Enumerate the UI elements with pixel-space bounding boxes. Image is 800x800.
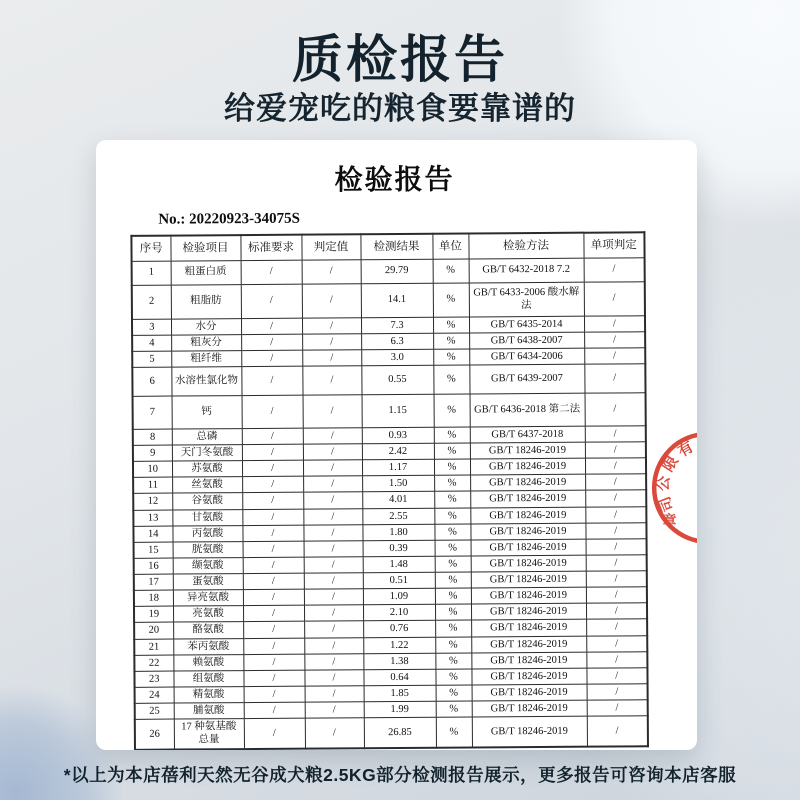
table-cell: 粗脂肪 (171, 284, 241, 318)
table-cell: % (434, 507, 470, 523)
company-seal-stamp (648, 427, 697, 548)
table-cell: GB/T 18246-2019 (471, 587, 586, 604)
table-cell: GB/T 6438-2007 (469, 332, 584, 349)
table-cell: / (304, 637, 363, 654)
table-cell: 3 (132, 319, 171, 335)
table-cell: 钙 (172, 395, 242, 428)
table-cell: / (304, 589, 363, 606)
table-cell: 2.10 (363, 604, 435, 621)
table-cell: / (303, 444, 362, 461)
table-cell: / (585, 474, 646, 491)
table-cell: % (434, 475, 470, 491)
report-number-label: No.: (158, 211, 186, 228)
table-cell: / (305, 718, 364, 748)
table-cell: 苯丙氨酸 (173, 638, 243, 655)
table-cell: 2.55 (362, 508, 434, 525)
table-cell: / (242, 509, 303, 526)
table-cell: 7 (133, 396, 172, 429)
table-cell: GB/T 18246-2019 (470, 474, 585, 491)
stamp-arc-char: 限 (660, 453, 682, 475)
table-cell: / (242, 460, 303, 477)
table-cell: 11 (133, 477, 172, 493)
table-cell: 15 (134, 542, 173, 558)
table-cell: % (435, 572, 471, 588)
page-title: 质检报告 (291, 31, 508, 88)
table-cell: / (584, 257, 645, 281)
table-cell: 1.22 (363, 637, 435, 654)
table-cell: / (584, 364, 645, 393)
stamp-circle (654, 433, 697, 542)
table-cell: / (302, 317, 361, 334)
table-cell: 丙氨酸 (172, 525, 242, 542)
table-cell: 23 (134, 671, 173, 687)
table-cell: / (243, 622, 304, 639)
table-cell: / (305, 686, 364, 703)
table-cell: 0.64 (363, 669, 435, 686)
table-cell: / (302, 366, 361, 395)
table-cell: / (303, 428, 362, 445)
table-cell: % (436, 701, 472, 717)
table-cell: 12 (133, 493, 172, 509)
table-cell: % (434, 491, 470, 507)
table-cell: / (303, 492, 362, 509)
table-cell: / (584, 281, 645, 315)
table-cell: / (304, 653, 363, 670)
table-cell: / (241, 366, 302, 395)
table-cell: / (585, 522, 646, 539)
table-cell: 2.42 (362, 443, 434, 460)
table-cell: % (433, 258, 469, 282)
report-table (130, 231, 649, 750)
table-cell: / (303, 508, 362, 525)
table-cell: GB/T 18246-2019 (472, 716, 587, 747)
table-cell: 谷氨酸 (172, 493, 242, 510)
table-cell: / (302, 259, 361, 283)
table-cell: 苏氨酸 (172, 461, 242, 478)
table-cell: / (585, 490, 646, 507)
table-cell: % (435, 636, 471, 652)
table-cell: / (304, 605, 363, 622)
page-subtitle: 给爱宠吃的粮食要靠谱的 (224, 91, 576, 126)
table-cell: / (304, 573, 363, 590)
stamp-arc-char: 司 (657, 493, 678, 514)
table-cell: 0.76 (363, 621, 435, 638)
table-cell: % (433, 282, 469, 316)
table-cell: % (433, 316, 469, 332)
table-cell: / (585, 458, 646, 475)
table-cell: % (435, 669, 471, 685)
table-cell: 6 (132, 367, 171, 396)
table-cell: % (435, 556, 471, 572)
table-cell: % (434, 443, 470, 459)
table-cell: 0.55 (361, 365, 433, 395)
table-cell: 26 (135, 719, 174, 749)
table-cell: / (304, 621, 363, 638)
column-header: 序号 (131, 236, 170, 261)
table-cell: / (586, 539, 647, 556)
table-cell: 18 (134, 590, 173, 606)
table-cell: / (241, 260, 302, 284)
table-cell: 21 (134, 639, 173, 655)
table-cell: 6.3 (361, 333, 433, 350)
table-cell: / (304, 540, 363, 557)
table-cell: / (243, 589, 304, 606)
table-cell: GB/T 18246-2019 (471, 636, 586, 653)
table-cell: / (587, 700, 648, 717)
table-cell: 1.85 (364, 685, 436, 702)
table-cell: / (242, 476, 303, 493)
table-cell: 14.1 (361, 283, 433, 318)
table-cell: % (434, 427, 470, 443)
table-cell: 17 种氨基酸总量 (174, 719, 244, 749)
table-cell: % (435, 540, 471, 556)
stamp-arc-char: 公 (655, 475, 674, 492)
table-cell: 1.38 (363, 653, 435, 670)
table-cell: 0.39 (363, 540, 435, 557)
table-cell: 1.09 (363, 588, 435, 605)
table-row (132, 281, 645, 319)
table-cell: % (434, 459, 470, 475)
table-cell: / (303, 395, 362, 428)
table-cell: 水分 (171, 318, 241, 335)
table-cell: / (585, 506, 646, 523)
table-cell: 4 (132, 335, 171, 351)
column-header: 单项判定 (583, 232, 644, 257)
table-cell: % (434, 524, 470, 540)
table-cell: 19 (134, 606, 173, 622)
table-cell: 1.50 (362, 475, 434, 492)
table-cell: 20 (134, 622, 173, 638)
footnote: *以上为本店蓓利天然无谷成犬粮2.5KG部分检测报告展示，更多报告可咨询本店客服 (63, 765, 737, 785)
table-cell: GB/T 6435-2014 (469, 316, 584, 333)
table-cell: / (243, 670, 304, 687)
table-cell: / (243, 605, 304, 622)
table-row (132, 364, 645, 397)
table-cell: / (242, 428, 303, 445)
table-cell: 组氨酸 (173, 670, 243, 687)
column-header: 检测结果 (360, 234, 432, 260)
table-cell: % (435, 653, 471, 669)
table-cell: 8 (133, 429, 172, 445)
column-header: 检验方法 (468, 233, 583, 259)
column-header: 标准要求 (240, 235, 301, 260)
table-cell: GB/T 18246-2019 (470, 523, 585, 540)
table-cell: 26.85 (364, 717, 436, 748)
table-cell: / (587, 716, 648, 746)
table-cell: % (433, 333, 469, 349)
table-cell: / (586, 635, 647, 652)
table-cell: / (244, 686, 305, 703)
column-header: 单位 (432, 233, 468, 258)
table-cell: / (586, 651, 647, 668)
table-cell: 粗灰分 (171, 334, 241, 351)
table-cell: 1.15 (362, 394, 434, 428)
table-cell: % (436, 717, 472, 747)
table-cell: % (433, 365, 469, 394)
report-table-head (131, 232, 644, 261)
table-cell: % (433, 349, 469, 365)
table-cell: 总磷 (172, 428, 242, 445)
table-cell: 17 (134, 574, 173, 590)
table-cell: 甘氨酸 (172, 509, 242, 526)
table-cell: GB/T 6436-2018 第二法 (470, 393, 585, 427)
table-cell: 1 (132, 261, 171, 285)
table-row (132, 257, 645, 285)
table-cell: 粗蛋白质 (171, 260, 241, 284)
table-cell: / (243, 557, 304, 574)
table-cell: / (304, 557, 363, 574)
table-cell: % (434, 394, 470, 427)
table-cell: / (243, 573, 304, 590)
report-number-value: 20220923-34075S (189, 210, 301, 228)
table-cell: / (242, 444, 303, 461)
table-cell: 14 (133, 526, 172, 542)
table-cell: / (305, 702, 364, 719)
table-cell: % (435, 604, 471, 620)
table-cell: 5 (132, 351, 171, 367)
table-cell: / (584, 348, 645, 365)
table-cell: 1.17 (362, 459, 434, 476)
table-cell: 10 (133, 461, 172, 477)
table-cell: GB/T 18246-2019 (471, 571, 586, 588)
report-paper-content (96, 156, 697, 750)
table-cell: 酪氨酸 (173, 622, 243, 639)
report-number (158, 208, 695, 229)
table-cell: 粗纤维 (171, 350, 241, 367)
table-cell: / (304, 669, 363, 686)
column-header: 检验项目 (170, 235, 240, 260)
table-cell: 13 (133, 510, 172, 526)
table-cell: GB/T 18246-2019 (471, 603, 586, 620)
table-cell: 蛋氨酸 (173, 574, 243, 591)
table-cell: / (302, 283, 361, 317)
table-cell: 丝氨酸 (172, 477, 242, 494)
table-cell: / (242, 493, 303, 510)
header-row (131, 232, 644, 261)
table-cell: 天门冬氨酸 (172, 445, 242, 462)
table-cell: % (436, 685, 472, 701)
table-cell: 水溶性氯化物 (171, 366, 241, 395)
table-cell: 29.79 (361, 259, 433, 284)
table-cell: / (243, 638, 304, 655)
table-cell: GB/T 18246-2019 (471, 652, 586, 669)
table-cell: GB/T 6439-2007 (469, 364, 584, 394)
table-cell: / (243, 541, 304, 558)
table-cell: GB/T 18246-2019 (470, 491, 585, 508)
table-cell: 7.3 (361, 317, 433, 334)
table-cell: GB/T 18246-2019 (471, 539, 586, 556)
table-cell: 22 (134, 655, 173, 671)
table-cell: 2 (132, 285, 171, 319)
table-cell: 4.01 (362, 492, 434, 509)
table-cell: / (586, 571, 647, 588)
table-cell: / (241, 284, 302, 318)
table-cell: / (586, 603, 647, 620)
column-header: 判定值 (301, 234, 360, 259)
table-cell: / (587, 684, 648, 701)
table-cell: / (303, 476, 362, 493)
table-cell: 脯氨酸 (174, 703, 244, 720)
table-cell: / (244, 702, 305, 719)
table-cell: / (584, 331, 645, 348)
table-cell: / (242, 525, 303, 542)
table-cell: 1.99 (364, 701, 436, 718)
table-cell: 异亮氨酸 (173, 590, 243, 607)
table-cell: 缬氨酸 (173, 557, 243, 574)
table-cell: % (435, 588, 471, 604)
table-cell: GB/T 6432-2018 7.2 (469, 258, 584, 283)
table-cell: / (586, 555, 647, 572)
table-cell: / (241, 334, 302, 351)
table-cell: 9 (133, 445, 172, 461)
table-cell: 25 (135, 703, 174, 719)
table-cell: 0.93 (362, 427, 434, 444)
table-cell: / (241, 318, 302, 335)
table-cell: GB/T 6433-2006 酸水解法 (469, 282, 584, 317)
stamp-arc-char: 有 (675, 439, 697, 461)
table-cell: / (586, 619, 647, 636)
table-cell: GB/T 6434-2006 (469, 348, 584, 365)
table-cell: / (586, 587, 647, 604)
table-cell: / (303, 524, 362, 541)
table-cell: GB/T 18246-2019 (471, 668, 586, 685)
table-cell: / (585, 442, 646, 459)
report-table-body (132, 257, 648, 749)
table-cell: GB/T 18246-2019 (472, 684, 587, 701)
table-cell: 3.0 (361, 349, 433, 366)
stamp-seal-char: 章 (662, 514, 677, 530)
table-cell: / (302, 333, 361, 350)
table-cell: 0.51 (363, 572, 435, 589)
table-row (133, 393, 646, 430)
table-cell: GB/T 18246-2019 (472, 700, 587, 717)
table-cell: GB/T 18246-2019 (470, 507, 585, 524)
table-cell: % (435, 620, 471, 636)
table-cell: GB/T 18246-2019 (471, 555, 586, 572)
table-cell: 精氨酸 (174, 686, 244, 703)
table-cell: / (242, 395, 303, 428)
table-cell: 1.48 (363, 556, 435, 573)
table-cell: / (303, 460, 362, 477)
table-cell: 1.80 (362, 524, 434, 541)
table-cell: 胱氨酸 (173, 541, 243, 558)
table-cell: 24 (135, 687, 174, 703)
table-cell: / (586, 668, 647, 685)
report-title: 检验报告 (334, 163, 455, 196)
table-cell: GB/T 18246-2019 (470, 442, 585, 459)
table-cell: / (244, 718, 305, 748)
table-cell: / (584, 315, 645, 332)
table-cell: GB/T 18246-2019 (470, 458, 585, 475)
table-cell: 亮氨酸 (173, 606, 243, 623)
table-cell: / (302, 349, 361, 366)
report-paper (96, 140, 697, 750)
table-row (135, 716, 648, 750)
table-cell: / (243, 654, 304, 671)
table-cell: GB/T 18246-2019 (471, 620, 586, 637)
table-cell: GB/T 6437-2018 (470, 426, 585, 443)
table-cell: / (585, 393, 646, 426)
table-cell: 赖氨酸 (173, 654, 243, 671)
table-cell: 16 (134, 558, 173, 574)
table-cell: / (241, 350, 302, 367)
table-cell: / (585, 426, 646, 443)
